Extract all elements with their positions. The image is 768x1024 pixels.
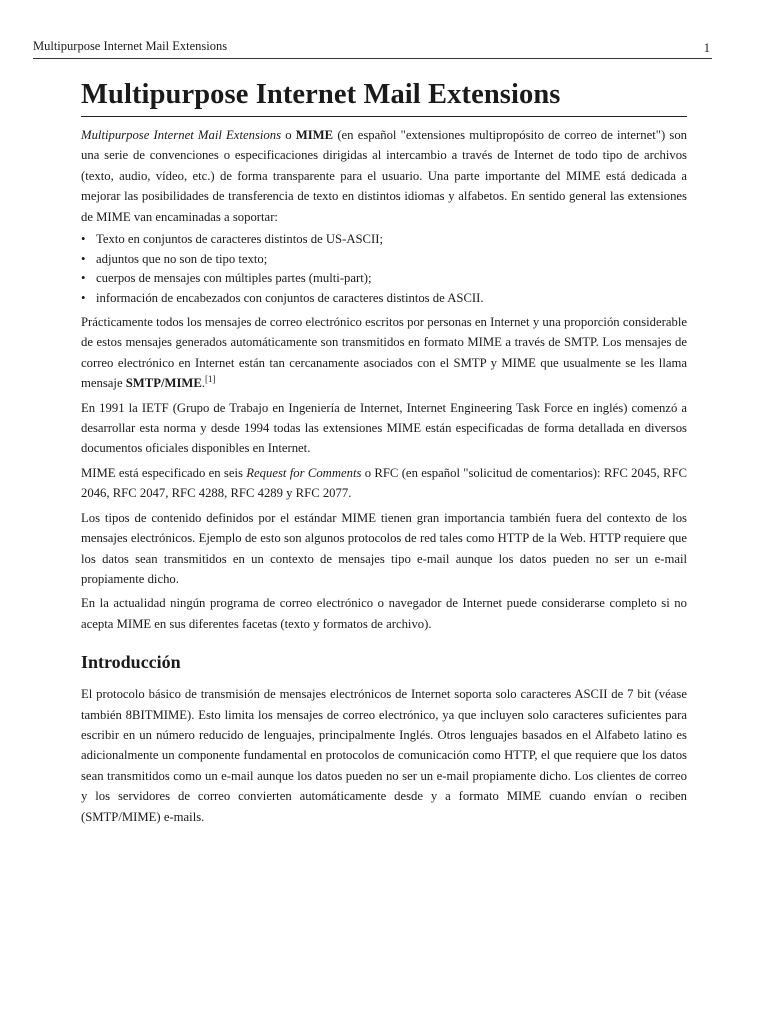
intro-term: Multipurpose Internet Mail Extensions	[81, 128, 282, 142]
smtp-end: .	[201, 376, 206, 391]
content-types-paragraph: Los tipos de contenido definidos por el estándar MIME tienen gran importancia también fuera del contexto de los mensajes electrónicos. Ejemplo de esto son algunos protocolos de red tales como HTTP de la Web. HTTP requiere que los datos sean transmitidos en un contexto de mensajes tipo e-mail aunque los datos pueden no ser un e-mail propiamente dicho.	[81, 510, 687, 586]
smtp-mime-term: SMTP/MIME	[125, 376, 202, 391]
page-title: Multipurpose Internet Mail Extensions	[81, 76, 687, 117]
intro-rest: (en español "extensiones multipropósito de correo de internet") son una serie de convenciones o especificaciones dirigidas al intercambio a través de Internet de todo tipo de archivos (texto, audio, vídeo, etc.) de forma transparente para el usuario. Una parte importante del MIME está dedicada a mejorar las posibilidades de transferencia de texto en distintos idiomas y alfabetos. En sentido general las extensiones de MIME van encaminadas a soportar:	[81, 128, 688, 224]
intro-paragraph	[81, 125, 687, 227]
bullet-icon: •	[81, 251, 86, 266]
list-item	[81, 289, 687, 309]
list-item-text: cuerpos de mensajes con múltiples partes (multi-part);	[96, 271, 372, 286]
ietf-paragraph: En 1991 la IETF (Grupo de Trabajo en Ingeniería de Internet, Internet Engineering Task Force en inglés) comenzó a desarrollar esta norma y desde 1994 todas las extensiones MIME están especificadas de forma detallada en diversos documentos oficiales disponibles en Internet.	[81, 400, 687, 456]
rfc-before: MIME está especificado en seis	[81, 465, 247, 480]
list-item	[81, 230, 687, 250]
rfc-after: o RFC (en español "solicitud de comentarios): RFC 2045, RFC 2046, RFC 2047, RFC 4288, RFC 4289 y RFC 2077.	[81, 465, 688, 501]
bullet-icon: •	[81, 290, 86, 305]
list-item	[81, 269, 687, 289]
running-header-title: Multipurpose Internet Mail Extensions	[33, 39, 228, 53]
reference-link[interactable]: [1]	[205, 374, 216, 385]
current-state-paragraph: En la actualidad ningún programa de correo electrónico o navegador de Internet puede considerarse completo si no acepta MIME en sus diferentes facetas (texto y formatos de archivo).	[81, 596, 687, 631]
bullet-icon: •	[81, 232, 86, 247]
smtp-paragraph	[81, 312, 687, 394]
smtp-text: Prácticamente todos los mensajes de correo electrónico escritos por personas en Internet y una proporción considerable de estos mensajes generados automáticamente son transmitidos en formato MIME a través de SMTP. Los mensajes de correo electrónico en Internet están tan cercanamente asociados con el SMTP y MIME que usualmente se les llama mensaje	[81, 315, 687, 391]
list-item-text: adjuntos que no son de tipo texto;	[96, 251, 268, 266]
page-number: 1	[703, 41, 710, 55]
introduccion-paragraph: El protocolo básico de transmisión de mensajes electrónicos de Internet soporta solo caracteres ASCII de 7 bit (véase también 8BITMIME). Esto limita los mensajes de correo electrónico, ya que incluyen solo caracteres suficientes para escribir en un número reducido de lenguajes, principalmente Inglés. Otros lenguajes basados en el Alfabeto latino es adicionalmente un componente fundamental en protocolos de comunicación como HTTP, el que requiere que los datos sean transmitidos como un e-mail aunque los datos pueden no ser un e-mail propiamente dicho. Los clientes de correo y los servidores de correo convierten automáticamente desde y a formato MIME cuando envían o reciben (SMTP/MIME) e-mails.	[81, 687, 687, 824]
running-header	[33, 38, 712, 59]
rfc-italic: Request for Comments	[246, 465, 362, 480]
support-list	[81, 230, 687, 308]
list-item-text: información de encabezados con conjuntos de caracteres distintos de ASCII.	[96, 290, 484, 305]
list-item	[81, 250, 687, 270]
bullet-icon: •	[81, 271, 86, 286]
rfc-paragraph	[81, 463, 687, 504]
article-body	[81, 76, 687, 827]
list-item-text: Texto en conjuntos de caracteres distintos de US-ASCII;	[96, 232, 383, 247]
intro-acronym: MIME	[295, 128, 334, 142]
intro-conj: o	[281, 128, 296, 142]
section-heading-introduccion: Introducción	[81, 652, 181, 673]
